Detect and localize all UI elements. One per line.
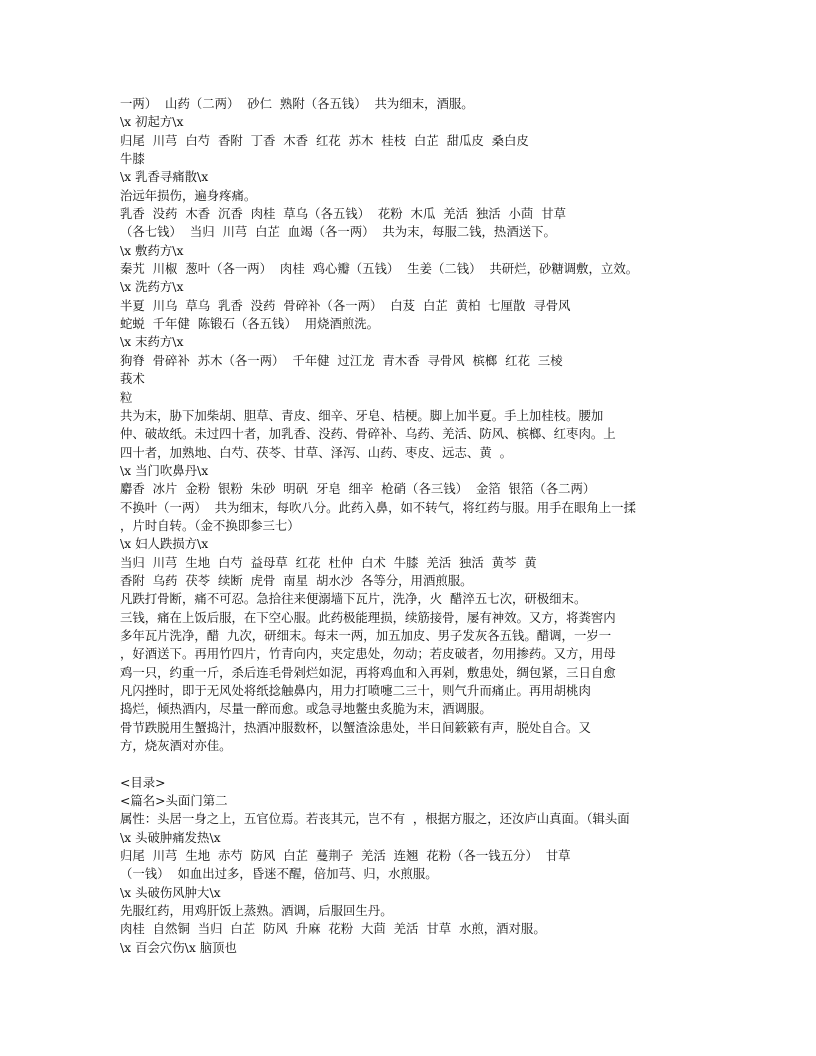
text-line: 治远年损伤，遍身疼痛。 — [120, 187, 257, 203]
text-line: 方，烧灰酒对亦佳。 — [120, 738, 232, 754]
text-line: <目录> — [120, 774, 166, 790]
text-line: 粒 — [120, 389, 133, 405]
text-line: \x 百会穴伤\x 脑顶也 — [120, 939, 237, 955]
text-line: 先服红药，用鸡肝饭上蒸熟。酒调，后服回生丹。 — [120, 903, 393, 919]
text-line: 香附 乌药 茯苓 续断 虎骨 南星 胡水沙 各等分，用酒煎服。 — [120, 572, 473, 588]
document-page — [120, 95, 800, 957]
text-line: 鸡一只，约重一斤，杀后连毛骨剁烂如泥，再将鸡血和入再剁，敷患处，绸包紧，三日自愈 — [120, 664, 616, 680]
text-line: 牛膝 — [120, 151, 145, 167]
text-line: 不换叶（一两） 共为细末，每吹八分。此药入鼻，如不转气，将红药与服。用手在眼角上一揉 — [120, 499, 636, 515]
blank-line — [120, 755, 800, 773]
text-line: 归尾 川芎 白芍 香附 丁香 木香 红花 苏木 桂枝 白芷 甜瓜皮 桑白皮 — [120, 132, 529, 148]
text-line: ，好酒送下。再用竹四片，竹青向内，夹定患处，勿动；若皮破者，勿用掺药。又方，用母 — [120, 646, 616, 662]
text-line: 蛇蜕 千年健 陈锻石（各五钱） 用烧酒煎洗。 — [120, 316, 380, 332]
text-line: 仲、破故纸。未过四十者，加乳香、没药、骨碎补、乌药、羌活、防风、槟榔、红枣肉。上 — [120, 426, 616, 442]
text-line: 秦艽 川椒 葱叶（各一两） 肉桂 鸡心瓣（五钱） 生姜（二钱） 共研烂，砂糖调敷，立效。 — [120, 261, 639, 277]
text-line: \x 当门吹鼻丹\x — [120, 462, 209, 478]
text-line: 属性：头居一身之上，五官位焉。若丧其元，岂不有 ，根据方服之，还汝庐山真面。（辑头面 — [120, 811, 630, 827]
text-line: （一钱） 如血出过多，昏迷不醒，倍加芎、归，水煎服。 — [120, 866, 438, 882]
text-line: \x 头破伤风肿大\x — [120, 884, 221, 900]
text-line: 半夏 川乌 草乌 乳香 没药 骨碎补（各一两） 白芨 白芷 黄柏 七厘散 寻骨风 — [120, 297, 571, 313]
text-line: 三钱，痛在上饭后服，在下空心服。此药极能理损，续筋接骨，屡有神效。又方，将粪窖内 — [120, 609, 616, 625]
text-line: 凡闪挫时，即于无风处将纸捻触鼻内，用力打喷嚏二三十，则气升而痛止。再用胡桃肉 — [120, 683, 591, 698]
text-line: 凡跌打骨断，痛不可忍。急拾往来便溺墙下瓦片，洗净，火 醋淬五七次，研极细末。 — [120, 591, 587, 607]
text-line: 肉桂 自然铜 当归 白芷 防风 升麻 花粉 大茴 羌活 甘草 水煎，酒对服。 — [120, 921, 546, 937]
text-line: （各七钱） 当归 川芎 白芷 血竭（各一两） 共为末，每服二钱，热酒送下。 — [120, 224, 556, 240]
text-line: 当归 川芎 生地 白芍 益母草 红花 杜仲 白术 牛膝 羌活 独活 黄芩 黄 — [120, 554, 537, 570]
text-line: \x 末药方\x — [120, 334, 184, 350]
text-line: \x 妇人跌损方\x — [120, 536, 209, 552]
text-line: 归尾 川芎 生地 赤芍 防风 白芷 蔓荆子 羌活 连翘 花粉（各一钱五分） 甘草 — [120, 848, 571, 864]
text-line: 麝香 冰片 金粉 银粉 朱砂 明矾 牙皂 细辛 枪硝（各三钱） 金箔 银箔（各二两） — [120, 481, 596, 497]
text-line: \x 初起方\x — [120, 114, 184, 130]
text-line: \x 敷药方\x — [120, 242, 184, 258]
text-line: \x 乳香寻痛散\x — [120, 169, 209, 185]
text-line: \x 洗药方\x — [120, 279, 184, 295]
text-line: 乳香 没药 木香 沉香 肉桂 草乌（各五钱） 花粉 木瓜 羌活 独活 小茴 甘草 — [120, 206, 566, 222]
text-line: \x 头破肿痛发热\x — [120, 829, 221, 845]
text-line: 莪术 — [120, 371, 145, 387]
text-line: 捣烂，倾热酒内，尽量一醉而愈。或急寻地鳖虫炙脆为末，酒调服。 — [120, 701, 492, 717]
text-line: 狗脊 骨碎补 苏木（各一两） 千年健 过江龙 青木香 寻骨风 槟榔 红花 三棱 — [120, 352, 563, 368]
text-line: 多年瓦片洗净，醋 九次，研细末。每末一两，加五加皮、男子发灰各五钱。醋调，一岁一 — [120, 627, 612, 643]
text-line: <篇名>头面门第二 — [120, 793, 228, 809]
text-line: 骨节跌脱用生蟹捣汁，热酒冲服数杯，以蟹渣涂患处，半日间簌簌有声，脱处自合。又 — [120, 719, 591, 735]
text-line: ，片时自转。（金不换即参三七） — [120, 517, 300, 533]
text-line: 共为末，胁下加柴胡、胆草、青皮、细辛、牙皂、桔梗。脚上加半夏。手上加桂枝。腰加 — [120, 407, 604, 423]
text-line: 一两） 山药（二两） 砂仁 熟附（各五钱） 共为细末，酒服。 — [120, 96, 474, 111]
text-line: 四十者，加熟地、白芍、茯苓、甘草、泽泻、山药、枣皮、远志、黄 。 — [120, 444, 512, 460]
